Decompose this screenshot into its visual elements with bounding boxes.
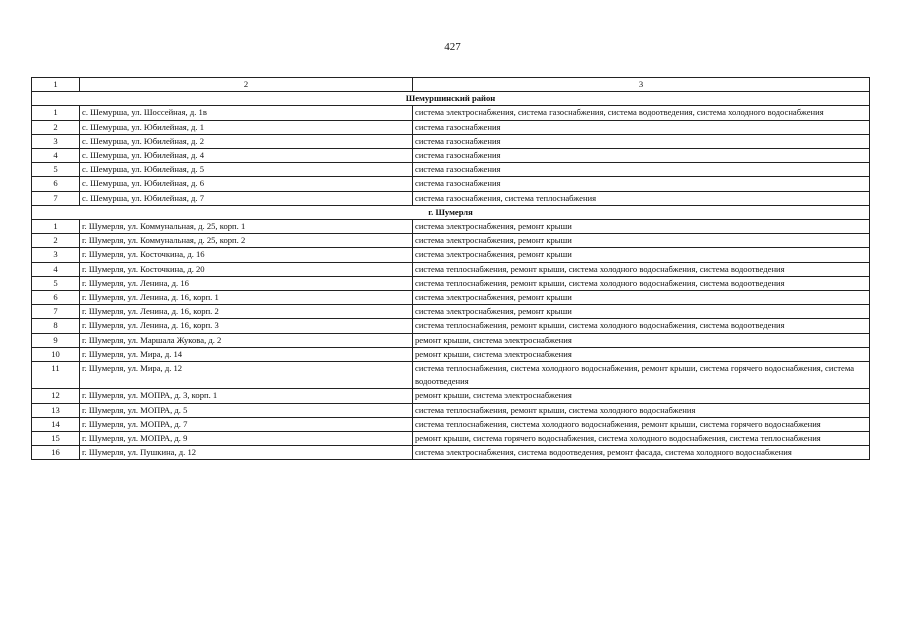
row-address: с. Шемурша, ул. Юбилейная, д. 2 <box>80 134 413 148</box>
row-number: 12 <box>32 389 80 403</box>
row-number: 7 <box>32 191 80 205</box>
row-number: 6 <box>32 291 80 305</box>
row-number: 5 <box>32 276 80 290</box>
row-address: г. Шумерля, ул. Коммунальная, д. 25, корп. 1 <box>80 220 413 234</box>
table-row <box>32 291 870 305</box>
table-row <box>32 248 870 262</box>
row-systems: система электроснабжения, ремонт крыши <box>413 305 870 319</box>
row-systems: система газоснабжения <box>413 134 870 148</box>
table-row <box>32 220 870 234</box>
row-systems: система электроснабжения, система водоотведения, ремонт фасада, система холодного водоснабжения <box>413 446 870 460</box>
row-systems: система электроснабжения, система газоснабжения, система водоотведения, система холодного водоснабжения <box>413 106 870 120</box>
table-row <box>32 262 870 276</box>
row-systems: система электроснабжения, ремонт крыши <box>413 234 870 248</box>
row-number: 2 <box>32 234 80 248</box>
row-systems: ремонт крыши, система электроснабжения <box>413 389 870 403</box>
row-systems: система теплоснабжения, система холодного водоснабжения, ремонт крыши, система горячего водоснабжения, система водоотведения <box>413 362 870 389</box>
row-address: с. Шемурша, ул. Юбилейная, д. 4 <box>80 149 413 163</box>
repair-table <box>31 77 870 460</box>
row-address: г. Шумерля, ул. Пушкина, д. 12 <box>80 446 413 460</box>
row-number: 13 <box>32 403 80 417</box>
table-row <box>32 149 870 163</box>
row-number: 11 <box>32 362 80 389</box>
row-systems: система газоснабжения <box>413 149 870 163</box>
row-number: 1 <box>32 106 80 120</box>
page-number: 427 <box>444 41 461 53</box>
row-address: г. Шумерля, ул. МОПРА, д. 3, корп. 1 <box>80 389 413 403</box>
row-systems: ремонт крыши, система горячего водоснабжения, система холодного водоснабжения, система теплоснабжения <box>413 432 870 446</box>
row-number: 2 <box>32 120 80 134</box>
row-systems: система теплоснабжения, ремонт крыши, система холодного водоснабжения, система водоотведения <box>413 262 870 276</box>
table-row <box>32 106 870 120</box>
table-row <box>32 432 870 446</box>
row-number: 4 <box>32 149 80 163</box>
row-address: с. Шемурша, ул. Шоссейная, д. 1в <box>80 106 413 120</box>
row-address: г. Шумерля, ул. Косточкина, д. 16 <box>80 248 413 262</box>
table-row <box>32 333 870 347</box>
row-address: г. Шумерля, ул. Мира, д. 12 <box>80 362 413 389</box>
row-number: 9 <box>32 333 80 347</box>
row-systems: система теплоснабжения, ремонт крыши, система холодного водоснабжения, система водоотведения <box>413 276 870 290</box>
table-row <box>32 177 870 191</box>
row-number: 1 <box>32 220 80 234</box>
section-header-row <box>32 205 870 219</box>
table-row <box>32 403 870 417</box>
table-row <box>32 191 870 205</box>
row-systems: система теплоснабжения, система холодного водоснабжения, ремонт крыши, система горячего водоснабжения <box>413 417 870 431</box>
row-number: 3 <box>32 248 80 262</box>
row-systems: система газоснабжения <box>413 163 870 177</box>
table-row <box>32 134 870 148</box>
row-systems: система газоснабжения <box>413 120 870 134</box>
row-address: г. Шумерля, ул. Ленина, д. 16, корп. 1 <box>80 291 413 305</box>
row-systems: система газоснабжения, система теплоснабжения <box>413 191 870 205</box>
row-address: г. Шумерля, ул. МОПРА, д. 5 <box>80 403 413 417</box>
row-systems: система электроснабжения, ремонт крыши <box>413 220 870 234</box>
header-col-2: 2 <box>80 78 413 92</box>
row-address: г. Шумерля, ул. МОПРА, д. 9 <box>80 432 413 446</box>
row-address: г. Шумерля, ул. Ленина, д. 16 <box>80 276 413 290</box>
row-address: с. Шемурша, ул. Юбилейная, д. 5 <box>80 163 413 177</box>
row-number: 7 <box>32 305 80 319</box>
row-address: г. Шумерля, ул. Маршала Жукова, д. 2 <box>80 333 413 347</box>
row-systems: ремонт крыши, система электроснабжения <box>413 347 870 361</box>
header-col-1: 1 <box>32 78 80 92</box>
row-address: с. Шемурша, ул. Юбилейная, д. 6 <box>80 177 413 191</box>
row-number: 8 <box>32 319 80 333</box>
row-systems: система электроснабжения, ремонт крыши <box>413 291 870 305</box>
table-row <box>32 446 870 460</box>
row-systems: система теплоснабжения, ремонт крыши, система холодного водоснабжения <box>413 403 870 417</box>
row-number: 6 <box>32 177 80 191</box>
table-row <box>32 362 870 389</box>
row-address: г. Шумерля, ул. Мира, д. 14 <box>80 347 413 361</box>
table-row <box>32 347 870 361</box>
row-number: 3 <box>32 134 80 148</box>
row-address: с. Шемурша, ул. Юбилейная, д. 1 <box>80 120 413 134</box>
row-address: г. Шумерля, ул. МОПРА, д. 7 <box>80 417 413 431</box>
row-address: с. Шемурша, ул. Юбилейная, д. 7 <box>80 191 413 205</box>
section-title: Шемуршинский район <box>32 92 870 106</box>
row-systems: система электроснабжения, ремонт крыши <box>413 248 870 262</box>
section-title: г. Шумерля <box>32 205 870 219</box>
table-row <box>32 163 870 177</box>
row-address: г. Шумерля, ул. Ленина, д. 16, корп. 3 <box>80 319 413 333</box>
row-number: 16 <box>32 446 80 460</box>
row-number: 14 <box>32 417 80 431</box>
table-row <box>32 305 870 319</box>
row-number: 5 <box>32 163 80 177</box>
table-row <box>32 417 870 431</box>
header-row <box>32 78 870 92</box>
row-systems: ремонт крыши, система электроснабжения <box>413 333 870 347</box>
row-systems: система газоснабжения <box>413 177 870 191</box>
table-row <box>32 276 870 290</box>
row-address: г. Шумерля, ул. Косточкина, д. 20 <box>80 262 413 276</box>
table-row <box>32 319 870 333</box>
row-number: 4 <box>32 262 80 276</box>
section-header-row <box>32 92 870 106</box>
row-address: г. Шумерля, ул. Ленина, д. 16, корп. 2 <box>80 305 413 319</box>
row-number: 15 <box>32 432 80 446</box>
row-number: 10 <box>32 347 80 361</box>
table-row <box>32 120 870 134</box>
table-row <box>32 389 870 403</box>
header-col-3: 3 <box>413 78 870 92</box>
table-row <box>32 234 870 248</box>
row-address: г. Шумерля, ул. Коммунальная, д. 25, корп. 2 <box>80 234 413 248</box>
row-systems: система теплоснабжения, ремонт крыши, система холодного водоснабжения, система водоотведения <box>413 319 870 333</box>
